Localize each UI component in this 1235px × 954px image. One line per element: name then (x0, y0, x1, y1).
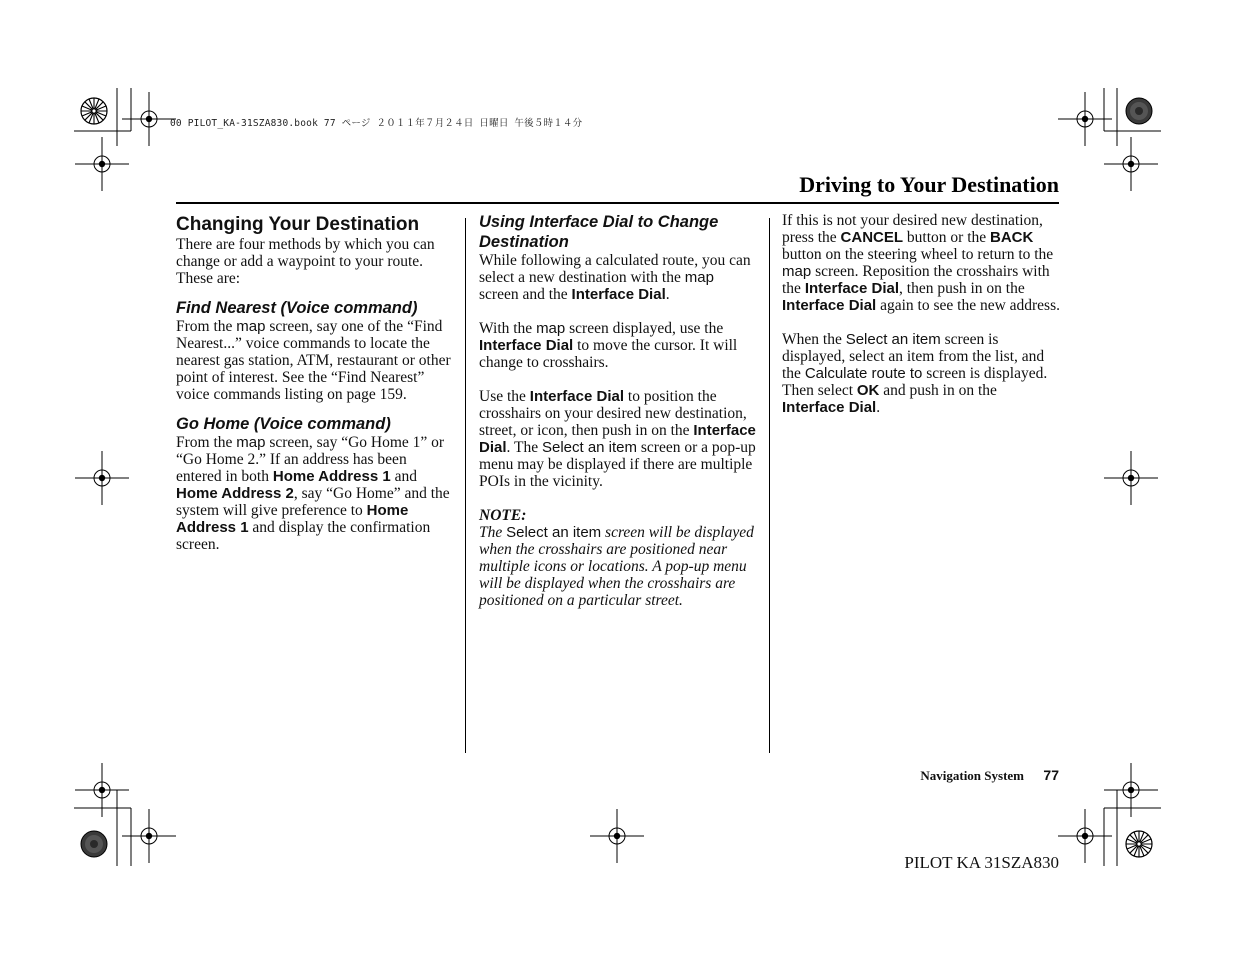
paragraph: Use the Interface Dial to position the crosshairs on your desired new destination, street, or icon, then push in on the Interface Dial. The Select an item screen or a pop-up menu may be displayed if there are multiple POIs in the vicinity. (479, 388, 756, 490)
title-rule (176, 202, 1059, 204)
subheading-interface-dial: Using Interface Dial to Change Destination (479, 213, 719, 251)
paragraph: With the map screen displayed, use the Interface Dial to move the cursor. It will change to crosshairs. (479, 320, 738, 371)
note-label: NOTE: (479, 507, 527, 524)
print-slug-header: 00 PILOT_KA-31SZA830.book 77 ページ ２０１１年７月２４日 日曜日 午後５時１４分 (170, 118, 583, 129)
subheading-find-nearest: Find Nearest (Voice command) (176, 299, 418, 317)
paragraph: When the Select an item screen is displayed, select an item from the list, and the Calculate route to screen is displayed. Then select OK and push in on the Interface Dial. (782, 331, 1048, 416)
page-title: Driving to Your Destination (799, 172, 1059, 197)
paragraph: While following a calculated route, you can select a new destination with the map screen and the Interface Dial. (479, 252, 751, 303)
page-number: 77 (1043, 767, 1059, 783)
paragraph: If this is not your desired new destination, press the CANCEL button or the BACK button on the steering wheel to return to the map screen. Reposition the crosshairs with the Interface Dial, then push in on the Interface Dial again to see the new address. (782, 212, 1061, 314)
footer-section-name: Navigation System (920, 768, 1024, 783)
go-home-paragraph: From the map screen, say “Go Home 1” or “Go Home 2.” If an address has been entered in both Home Address 1 and Home Address 2, say “Go Home” and the system will give preference to Home Address 1 and display the confirmation screen. (176, 434, 450, 553)
column-divider (769, 218, 770, 753)
document-code: PILOT KA 31SZA830 (904, 853, 1059, 872)
note-text: The Select an item screen will be displayed when the crosshairs are positioned near multiple icons or locations. A pop-up menu will be displayed when the crosshairs are positioned on a particular street. (479, 524, 754, 609)
find-nearest-paragraph: From the map screen, say one of the “Find Nearest...” voice commands to locate the nearest gas station, ATM, restaurant or other point of interest. See the “Find Nearest” voice commands listing on page 159. (176, 318, 451, 403)
subheading-go-home: Go Home (Voice command) (176, 415, 391, 433)
section-heading: Changing Your Destination (176, 214, 420, 235)
column-2 (479, 212, 757, 609)
column-1 (176, 212, 454, 553)
column-divider (465, 218, 466, 753)
column-3 (782, 212, 1060, 416)
intro-paragraph: There are four methods by which you can change or add a waypoint to your route. These are: (176, 236, 435, 287)
